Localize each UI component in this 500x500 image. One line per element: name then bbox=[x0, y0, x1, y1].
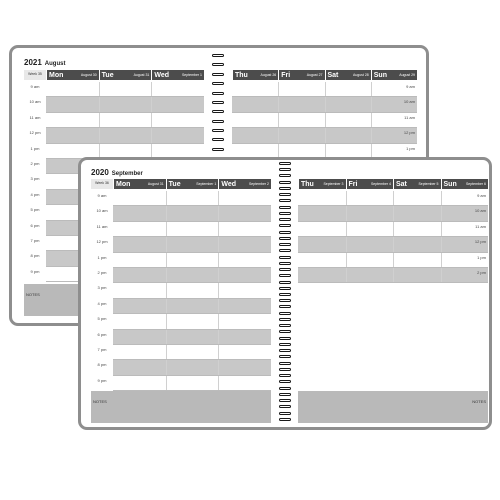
front-left-rows bbox=[91, 191, 271, 391]
hour-row bbox=[298, 237, 488, 252]
spiral-coil bbox=[212, 148, 224, 151]
front-planner bbox=[78, 157, 492, 430]
spiral-coil bbox=[212, 129, 224, 132]
hour-cells bbox=[46, 113, 204, 128]
day-date: August 27 bbox=[306, 73, 323, 77]
spiral-coil bbox=[279, 187, 291, 190]
day-name: Mon bbox=[49, 71, 64, 79]
day-name: Thu bbox=[235, 71, 248, 79]
day-date: August 28 bbox=[352, 73, 369, 77]
front-month: September bbox=[111, 171, 143, 177]
hour-cells bbox=[298, 253, 488, 268]
day-name: Sun bbox=[373, 71, 387, 79]
column-divider bbox=[441, 237, 442, 251]
column-divider bbox=[218, 299, 219, 313]
day-header-thu bbox=[298, 179, 346, 189]
front-year-month bbox=[91, 168, 143, 177]
column-divider bbox=[278, 82, 279, 96]
hour-row bbox=[91, 206, 271, 221]
spiral-coil bbox=[279, 274, 291, 277]
column-divider bbox=[393, 268, 394, 282]
column-divider bbox=[346, 206, 347, 220]
day-name: Sat bbox=[396, 180, 407, 188]
hour-label: 1 pm bbox=[477, 254, 486, 260]
column-divider bbox=[325, 82, 326, 96]
spiral-coil bbox=[279, 174, 291, 177]
front-left-header bbox=[91, 179, 271, 189]
hour-cells bbox=[113, 253, 271, 268]
day-date: September 3 bbox=[323, 182, 344, 186]
hour-label: 3 pm bbox=[97, 285, 107, 291]
column-divider bbox=[346, 222, 347, 236]
spiral-coil bbox=[279, 418, 291, 421]
hour-label: 10 am bbox=[29, 99, 41, 105]
back-year-month bbox=[24, 58, 65, 67]
spiral-coil bbox=[279, 231, 291, 234]
notes-area bbox=[298, 391, 488, 423]
column-divider bbox=[393, 206, 394, 220]
column-divider bbox=[218, 268, 219, 282]
hour-label: 7 pm bbox=[97, 346, 107, 352]
hour-row bbox=[91, 360, 271, 375]
column-divider bbox=[325, 97, 326, 111]
column-divider bbox=[218, 330, 219, 344]
day-name: Mon bbox=[116, 180, 131, 188]
hour-cells bbox=[232, 82, 417, 97]
hour-label: 9 am bbox=[97, 193, 107, 198]
hour-row bbox=[91, 283, 271, 298]
day-name: Tue bbox=[168, 180, 181, 188]
hour-label: 9 am bbox=[30, 84, 40, 89]
spiral-coil bbox=[279, 162, 291, 165]
notes-label: NOTES bbox=[26, 292, 40, 297]
column-divider bbox=[151, 97, 152, 111]
hour-label: 1 pm bbox=[30, 145, 40, 151]
hour-label: 12 pm bbox=[474, 239, 486, 245]
hour-cells bbox=[113, 314, 271, 329]
column-divider bbox=[346, 191, 347, 205]
day-name: Wed bbox=[221, 180, 236, 188]
column-divider bbox=[441, 222, 442, 236]
back-left-header bbox=[24, 70, 204, 80]
week-label: Week 35 bbox=[24, 70, 46, 80]
day-date: September 2 bbox=[248, 182, 270, 186]
day-date: September 1 bbox=[181, 73, 203, 77]
day-name: Thu bbox=[301, 180, 314, 188]
spiral-coil bbox=[279, 293, 291, 296]
spiral-coil bbox=[279, 237, 291, 240]
column-divider bbox=[218, 376, 219, 390]
hour-label: 12 pm bbox=[403, 130, 415, 136]
back-year: 2021 bbox=[24, 58, 42, 67]
spiral-coil bbox=[279, 330, 291, 333]
spiral-coil bbox=[279, 355, 291, 358]
hour-label: 12 pm bbox=[29, 130, 41, 136]
notes-label: NOTES bbox=[93, 399, 107, 404]
column-divider bbox=[99, 97, 100, 111]
day-date: September 6 bbox=[465, 182, 486, 186]
column-divider bbox=[325, 113, 326, 127]
spiral-coil bbox=[279, 337, 291, 340]
hour-cells bbox=[298, 222, 488, 237]
column-divider bbox=[325, 144, 326, 158]
hour-row bbox=[298, 268, 488, 283]
day-header-sat bbox=[325, 70, 371, 80]
hour-row bbox=[91, 330, 271, 345]
column-divider bbox=[166, 376, 167, 390]
hour-row bbox=[91, 268, 271, 283]
day-date: September 5 bbox=[418, 182, 439, 186]
column-divider bbox=[218, 237, 219, 251]
front-year: 2020 bbox=[91, 168, 109, 177]
front-right-header bbox=[298, 179, 488, 189]
day-header-wed bbox=[151, 70, 204, 80]
spiral-coil bbox=[212, 110, 224, 113]
front-right-rows bbox=[298, 191, 488, 283]
spiral-coil bbox=[279, 368, 291, 371]
hour-label: 3 pm bbox=[30, 176, 40, 182]
column-divider bbox=[218, 345, 219, 359]
column-divider bbox=[278, 144, 279, 158]
hour-row bbox=[91, 253, 271, 268]
day-header-mon bbox=[46, 70, 99, 80]
column-divider bbox=[371, 128, 372, 142]
spiral-coil bbox=[279, 193, 291, 196]
day-header-sun bbox=[371, 70, 417, 80]
column-divider bbox=[99, 113, 100, 127]
column-divider bbox=[393, 253, 394, 267]
day-name: Sat bbox=[327, 71, 339, 79]
spiral-coil bbox=[279, 387, 291, 390]
column-divider bbox=[441, 191, 442, 205]
spiral-coil bbox=[279, 399, 291, 402]
hour-cells bbox=[113, 191, 271, 206]
hour-cells bbox=[113, 283, 271, 298]
hour-label: 10 am bbox=[474, 208, 486, 214]
hour-label: 2 pm bbox=[97, 269, 107, 275]
day-header-thu bbox=[232, 70, 278, 80]
spiral-coil bbox=[279, 380, 291, 383]
hour-label: 2 pm bbox=[30, 160, 40, 166]
column-divider bbox=[371, 113, 372, 127]
column-divider bbox=[166, 268, 167, 282]
column-divider bbox=[218, 191, 219, 205]
hour-row bbox=[24, 82, 204, 97]
spiral-coil bbox=[279, 362, 291, 365]
hour-row bbox=[91, 376, 271, 391]
hour-label: 10 am bbox=[403, 99, 415, 105]
hour-label: 1 pm bbox=[406, 145, 415, 151]
hour-cells bbox=[113, 268, 271, 283]
hour-label: 5 pm bbox=[30, 207, 40, 213]
hour-row bbox=[24, 113, 204, 128]
spiral-coil bbox=[212, 54, 224, 57]
column-divider bbox=[151, 82, 152, 96]
hour-row bbox=[232, 82, 417, 97]
day-date: September 4 bbox=[370, 182, 391, 186]
column-divider bbox=[151, 128, 152, 142]
day-name: Sun bbox=[443, 180, 457, 188]
hour-label: 11 am bbox=[404, 114, 415, 120]
day-header-fri bbox=[346, 179, 394, 189]
hour-cells bbox=[298, 206, 488, 221]
column-divider bbox=[278, 128, 279, 142]
day-date: August 30 bbox=[80, 73, 97, 77]
hour-cells bbox=[298, 191, 488, 206]
day-header-wed bbox=[218, 179, 271, 189]
hour-label: 4 pm bbox=[30, 191, 40, 197]
spiral-coil bbox=[279, 374, 291, 377]
hour-label: 7 pm bbox=[30, 237, 40, 243]
spiral-coil bbox=[279, 199, 291, 202]
day-date: August 26 bbox=[260, 73, 277, 77]
column-divider bbox=[346, 253, 347, 267]
column-divider bbox=[99, 82, 100, 96]
column-divider bbox=[166, 191, 167, 205]
column-divider bbox=[371, 144, 372, 158]
day-name: Fri bbox=[348, 180, 358, 188]
spiral-coil bbox=[279, 268, 291, 271]
spiral-coil bbox=[279, 224, 291, 227]
column-divider bbox=[278, 113, 279, 127]
spiral-coil bbox=[279, 281, 291, 284]
front-spiral-binding bbox=[279, 162, 291, 424]
hour-row bbox=[24, 128, 204, 143]
spiral-coil bbox=[279, 206, 291, 209]
hour-label: 2 pm bbox=[477, 269, 486, 275]
hour-cells bbox=[46, 128, 204, 143]
hour-label: 9 am bbox=[406, 84, 415, 89]
hour-label: 11 am bbox=[29, 114, 41, 120]
spiral-coil bbox=[279, 349, 291, 352]
spiral-coil bbox=[279, 168, 291, 171]
spiral-coil bbox=[279, 324, 291, 327]
hour-cells bbox=[113, 237, 271, 252]
column-divider bbox=[441, 253, 442, 267]
hour-label: 5 pm bbox=[97, 316, 107, 322]
column-divider bbox=[441, 206, 442, 220]
spiral-coil bbox=[279, 318, 291, 321]
hour-label: 8 pm bbox=[30, 253, 40, 259]
column-divider bbox=[166, 360, 167, 374]
hour-cells bbox=[232, 128, 417, 143]
column-divider bbox=[218, 360, 219, 374]
hour-cells bbox=[113, 360, 271, 375]
column-divider bbox=[218, 283, 219, 297]
day-name: Tue bbox=[101, 71, 114, 79]
day-header-sun bbox=[441, 179, 489, 189]
column-divider bbox=[325, 128, 326, 142]
hour-cells bbox=[113, 299, 271, 314]
column-divider bbox=[218, 253, 219, 267]
column-divider bbox=[166, 253, 167, 267]
column-divider bbox=[166, 222, 167, 236]
hour-label: 11 am bbox=[96, 223, 108, 229]
spiral-coil bbox=[279, 299, 291, 302]
hour-cells bbox=[46, 97, 204, 112]
spiral-coil bbox=[212, 63, 224, 66]
column-divider bbox=[278, 97, 279, 111]
hour-row bbox=[232, 113, 417, 128]
spiral-coil bbox=[279, 181, 291, 184]
day-header-tue bbox=[99, 70, 152, 80]
hour-label: 9 pm bbox=[30, 268, 40, 274]
hour-row bbox=[298, 191, 488, 206]
spiral-coil bbox=[279, 393, 291, 396]
back-right-header bbox=[232, 70, 417, 80]
column-divider bbox=[393, 191, 394, 205]
hour-row bbox=[298, 222, 488, 237]
spiral-coil bbox=[279, 405, 291, 408]
hour-row bbox=[91, 314, 271, 329]
spiral-coil bbox=[212, 120, 224, 123]
hour-label: 1 pm bbox=[97, 254, 107, 260]
hour-cells bbox=[113, 206, 271, 221]
column-divider bbox=[151, 113, 152, 127]
spiral-coil bbox=[212, 101, 224, 104]
spiral-coil bbox=[212, 73, 224, 76]
hour-cells bbox=[113, 376, 271, 391]
column-divider bbox=[346, 268, 347, 282]
hour-row bbox=[91, 345, 271, 360]
column-divider bbox=[166, 345, 167, 359]
hour-row bbox=[91, 222, 271, 237]
day-name: Fri bbox=[281, 71, 291, 79]
spiral-coil bbox=[212, 138, 224, 141]
day-date: August 29 bbox=[399, 73, 415, 77]
day-name: Wed bbox=[154, 71, 169, 79]
notes-label: NOTES bbox=[472, 399, 486, 404]
column-divider bbox=[166, 283, 167, 297]
back-month: August bbox=[44, 61, 66, 67]
hour-label: 12 pm bbox=[96, 239, 108, 245]
hour-label: 4 pm bbox=[97, 300, 107, 306]
hour-row bbox=[24, 97, 204, 112]
day-header-mon bbox=[113, 179, 166, 189]
column-divider bbox=[218, 314, 219, 328]
hour-cells bbox=[46, 82, 204, 97]
hour-label: 11 am bbox=[475, 223, 486, 229]
day-date: September 1 bbox=[196, 182, 217, 186]
hour-cells bbox=[298, 237, 488, 252]
hour-row bbox=[91, 237, 271, 252]
spiral-coil bbox=[279, 305, 291, 308]
hour-row bbox=[232, 128, 417, 143]
column-divider bbox=[393, 237, 394, 251]
day-header-sat bbox=[393, 179, 441, 189]
column-divider bbox=[166, 330, 167, 344]
hour-label: 9 pm bbox=[97, 377, 107, 383]
hour-row bbox=[232, 97, 417, 112]
column-divider bbox=[166, 299, 167, 313]
spiral-coil bbox=[279, 212, 291, 215]
column-divider bbox=[151, 144, 152, 158]
spiral-coil bbox=[279, 243, 291, 246]
column-divider bbox=[99, 128, 100, 142]
column-divider bbox=[166, 237, 167, 251]
spiral-coil bbox=[279, 287, 291, 290]
hour-row bbox=[298, 206, 488, 221]
hour-label: 8 pm bbox=[97, 362, 107, 368]
hour-row bbox=[298, 253, 488, 268]
week-label: Week 36 bbox=[91, 179, 113, 189]
day-date: August 31 bbox=[147, 182, 164, 186]
column-divider bbox=[99, 144, 100, 158]
spiral-coil bbox=[279, 218, 291, 221]
column-divider bbox=[346, 237, 347, 251]
day-header-tue bbox=[166, 179, 219, 189]
spiral-coil bbox=[212, 82, 224, 85]
spiral-coil bbox=[279, 312, 291, 315]
day-date: August 31 bbox=[133, 73, 150, 77]
column-divider bbox=[393, 222, 394, 236]
column-divider bbox=[371, 97, 372, 111]
column-divider bbox=[371, 82, 372, 96]
spiral-coil bbox=[279, 249, 291, 252]
hour-label: 6 pm bbox=[97, 331, 107, 337]
hour-label: 9 am bbox=[477, 193, 486, 198]
hour-cells bbox=[113, 330, 271, 345]
hour-cells bbox=[298, 268, 488, 283]
hour-cells bbox=[113, 222, 271, 237]
front-right-page bbox=[298, 179, 488, 424]
spiral-coil bbox=[279, 256, 291, 259]
spiral-coil bbox=[279, 343, 291, 346]
hour-row bbox=[91, 299, 271, 314]
day-header-fri bbox=[278, 70, 324, 80]
spiral-coil bbox=[212, 92, 224, 95]
spiral-coil bbox=[279, 262, 291, 265]
hour-label: 10 am bbox=[96, 208, 108, 214]
column-divider bbox=[218, 222, 219, 236]
column-divider bbox=[166, 206, 167, 220]
hour-row bbox=[91, 191, 271, 206]
notes-area bbox=[91, 391, 271, 423]
spiral-coil bbox=[279, 412, 291, 415]
hour-cells bbox=[113, 345, 271, 360]
column-divider bbox=[218, 206, 219, 220]
front-left-page bbox=[91, 179, 271, 424]
column-divider bbox=[166, 314, 167, 328]
hour-cells bbox=[232, 113, 417, 128]
hour-label: 6 pm bbox=[30, 222, 40, 228]
hour-cells bbox=[232, 97, 417, 112]
column-divider bbox=[441, 268, 442, 282]
